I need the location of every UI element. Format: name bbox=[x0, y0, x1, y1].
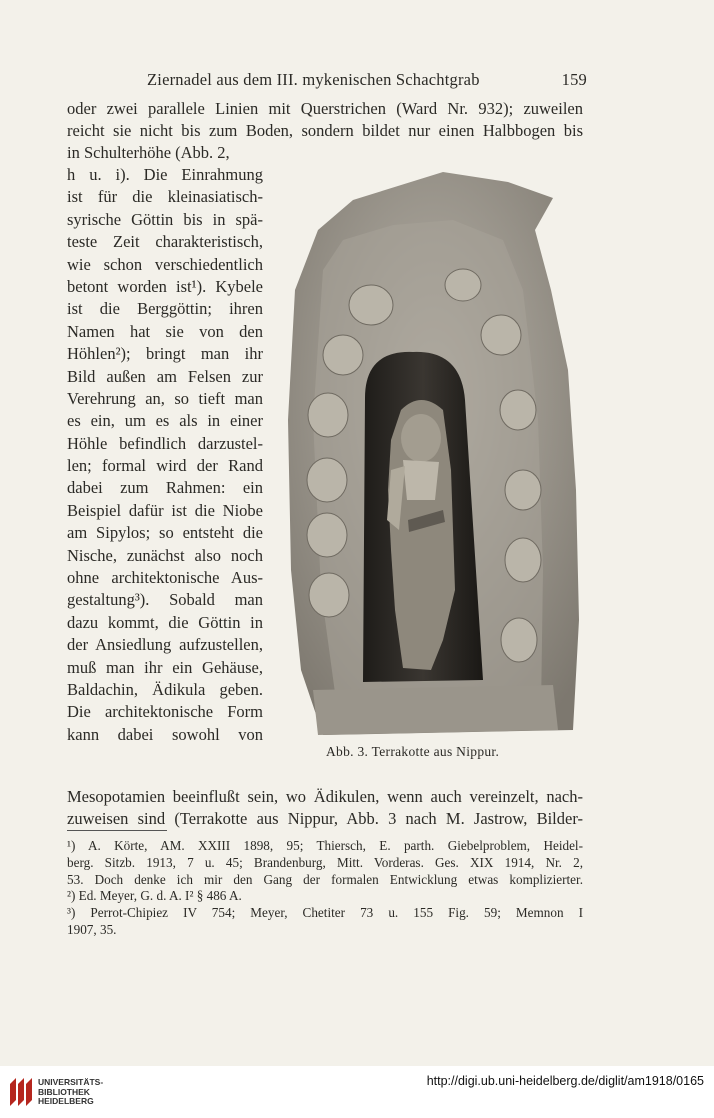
body-line: dabei zum Rahmen: ein bbox=[67, 478, 263, 498]
body-line: Höhle befindlich darzustel- bbox=[67, 433, 263, 453]
footnote-line: ³) Perrot-Chipiez IV 754; Meyer, Chetiter 73 u. 155 Fig. 59; Memnon I bbox=[67, 905, 583, 921]
body-line: Mesopotamien beeinflußt sein, wo Ädikulen, wenn auch vereinzelt, nach- bbox=[67, 787, 583, 806]
body-line: betont worden ist¹). Kybele bbox=[67, 276, 263, 296]
figure-caption: Abb. 3. Terrakotte aus Nippur. bbox=[326, 744, 500, 759]
university-library-logo-icon bbox=[8, 1076, 34, 1108]
body-line: der Ansiedlung aufzustellen, bbox=[67, 635, 263, 655]
source-url-link[interactable]: http://digi.ub.uni-heidelberg.de/diglit/am1918/0165 bbox=[426, 1074, 704, 1088]
body-line: h u. i). Die Einrahmung bbox=[67, 165, 263, 184]
body-line: Beispiel dafür ist die Niobe bbox=[67, 500, 263, 520]
body-line: teste Zeit charakteristisch, bbox=[67, 232, 263, 252]
footnote-line: ¹) A. Körte, AM. XXIII 1898, 95; Thiersch, E. parth. Giebelproblem, Heidel- bbox=[67, 838, 583, 853]
body-line: zuweisen sind (Terrakotte aus Nippur, Abb. 3 nach M. Jastrow, Bilder- bbox=[67, 809, 583, 828]
running-head-title: Ziernadel aus dem III. mykenischen Schachtgrab bbox=[147, 70, 480, 89]
footer-bar bbox=[0, 1066, 714, 1118]
body-line: Nische, zunächst also noch bbox=[67, 545, 263, 565]
library-name: UNIVERSITÄTS- BIBLIOTHEK HEIDELBERG bbox=[38, 1077, 104, 1106]
running-head bbox=[147, 70, 587, 90]
footnote-line: 1907, 35. bbox=[67, 921, 117, 937]
body-line: ohne architektonische Aus- bbox=[67, 568, 263, 588]
footnote-line: berg. Sitzb. 1913, 7 u. 45; Brandenburg, Mitt. Vorderas. Ges. XIX 1914, Nr. 2, bbox=[67, 854, 583, 870]
body-line: len; formal wird der Rand bbox=[67, 456, 263, 476]
body-line: wie schon verschiedentlich bbox=[67, 254, 263, 274]
terracotta-figure-image bbox=[283, 170, 583, 738]
body-line: kann dabei sowohl von bbox=[67, 724, 263, 744]
body-line: reicht sie nicht bis zum Boden, sondern bildet nur einen Halbbogen bis bbox=[67, 121, 583, 140]
terracotta-plaque-icon bbox=[283, 170, 583, 738]
body-line: oder zwei parallele Linien mit Querstrichen (Ward Nr. 932); zuweilen bbox=[67, 99, 583, 118]
body-line: es ein, um es als in einer bbox=[67, 411, 263, 431]
body-line: Verehrung an, so tieft man bbox=[67, 388, 263, 408]
footnote-line: 53. Doch denke ich mir den Gang der formalen Entwicklung etwas komplizierter. bbox=[67, 871, 583, 887]
body-line: am Sipylos; so entsteht die bbox=[67, 523, 263, 543]
footnotes bbox=[67, 838, 583, 939]
body-line: ist für die kleinasiatisch- bbox=[67, 187, 263, 207]
body-line: syrische Göttin bis in spä- bbox=[67, 209, 263, 229]
footnote-divider bbox=[67, 830, 167, 831]
body-line: Baldachin, Ädikula geben. bbox=[67, 679, 263, 699]
body-line: Bild außen am Felsen zur bbox=[67, 366, 263, 386]
body-line: ist die Berggöttin; ihren bbox=[67, 299, 263, 319]
body-line: muß man ihr ein Gehäuse, bbox=[67, 657, 263, 677]
body-line: Namen hat sie von den bbox=[67, 321, 263, 341]
page-number: 159 bbox=[561, 70, 587, 89]
body-narrow-column bbox=[67, 164, 263, 746]
body-line: dazu kommt, die Göttin in bbox=[67, 612, 263, 632]
body-line: Höhlen²); bringt man ihr bbox=[67, 344, 263, 364]
footnote-line: ²) Ed. Meyer, G. d. A. I² § 486 A. bbox=[67, 888, 242, 904]
body-line: gestaltung³). Sobald man bbox=[67, 590, 263, 610]
body-line: in Schulterhöhe (Abb. 2, bbox=[67, 143, 230, 162]
body-line: Die architektonische Form bbox=[67, 702, 263, 722]
